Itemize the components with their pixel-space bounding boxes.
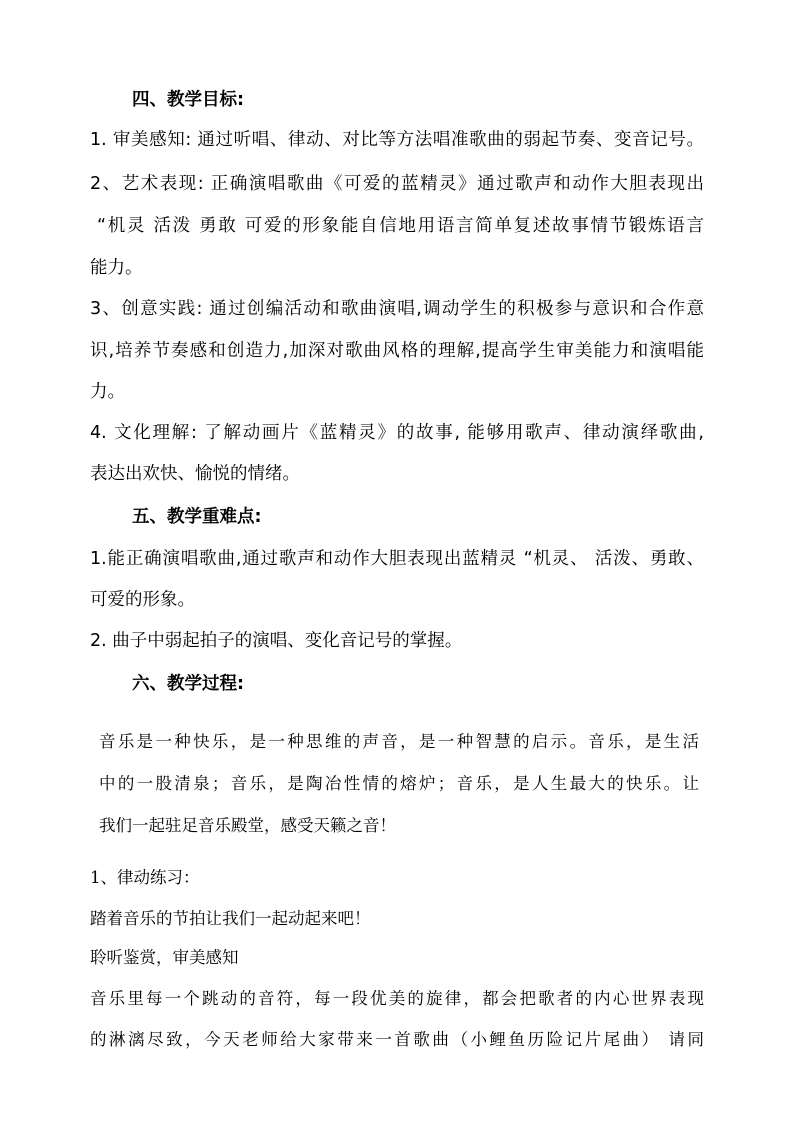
goals-line-2: 2、艺术表现: 正确演唱歌曲《可爱的蓝精灵》通过歌声和动作大胆表现出 — [90, 174, 704, 194]
key-points-line-1: 1.能正确演唱歌曲,通过歌声和动作大胆表现出蓝精灵 “机灵、 活泼、勇敢、 — [90, 549, 704, 569]
goals-line-6: 识,培养节奏感和创造力,加深对歌曲风格的理解,提高学生审美能力和演唱能 — [90, 341, 704, 361]
section-heading-process: 六、教学过程: — [132, 674, 244, 694]
goals-line-3: “机灵 活泼 勇敢 可爱的形象能自信地用语言简单复述故事情节锻炼语言 — [97, 216, 704, 236]
goals-line-5: 3、创意实践: 通过创编活动和歌曲演唱,调动学生的积极参与意识和合作意 — [90, 299, 704, 319]
goals-line-8: 4. 文化理解: 了解动画片《蓝精灵》的故事, 能够用歌声、律动演绎歌曲, — [90, 423, 704, 443]
process-intro-line-2: 中的一股清泉；音乐，是陶冶性情的熔炉；音乐，是人生最大的快乐。让 — [99, 774, 699, 793]
process-body-line-3: 聆听鉴赏，审美感知 — [90, 948, 239, 967]
process-body-line-4: 音乐里每一个跳动的音符，每一段优美的旋律，都会把歌者的内心世界表现 — [90, 989, 704, 1008]
goals-line-1: 1. 审美感知: 通过听唱、律动、对比等方法唱准歌曲的弱起节奏、变音记号。 — [90, 130, 704, 150]
section-heading-key-points: 五、教学重难点: — [132, 507, 262, 527]
process-intro-line-3: 我们一起驻足音乐殿堂，感受天籁之音！ — [99, 816, 396, 835]
process-body-line-5: 的淋漓尽致，今天老师给大家带来一首歌曲（小鲤鱼历险记片尾曲） 请同 — [90, 1030, 704, 1049]
key-points-line-3: 2. 曲子中弱起拍子的演唱、变化音记号的掌握。 — [90, 631, 463, 651]
goals-line-9: 表达出欢快、愉悦的情绪。 — [90, 464, 300, 484]
section-heading-goals: 四、教学目标: — [132, 90, 244, 110]
process-intro-line-1: 音乐是一种快乐，是一种思维的声音，是一种智慧的启示。音乐，是生活 — [99, 732, 699, 751]
process-body-line-2: 踏着音乐的节拍让我们一起动起来吧！ — [90, 909, 371, 928]
process-body-line-1: 1、律动练习： — [90, 868, 200, 887]
goals-line-7: 力。 — [90, 382, 125, 402]
key-points-line-2: 可爱的形象。 — [90, 590, 195, 610]
goals-line-4: 能力。 — [90, 258, 143, 278]
